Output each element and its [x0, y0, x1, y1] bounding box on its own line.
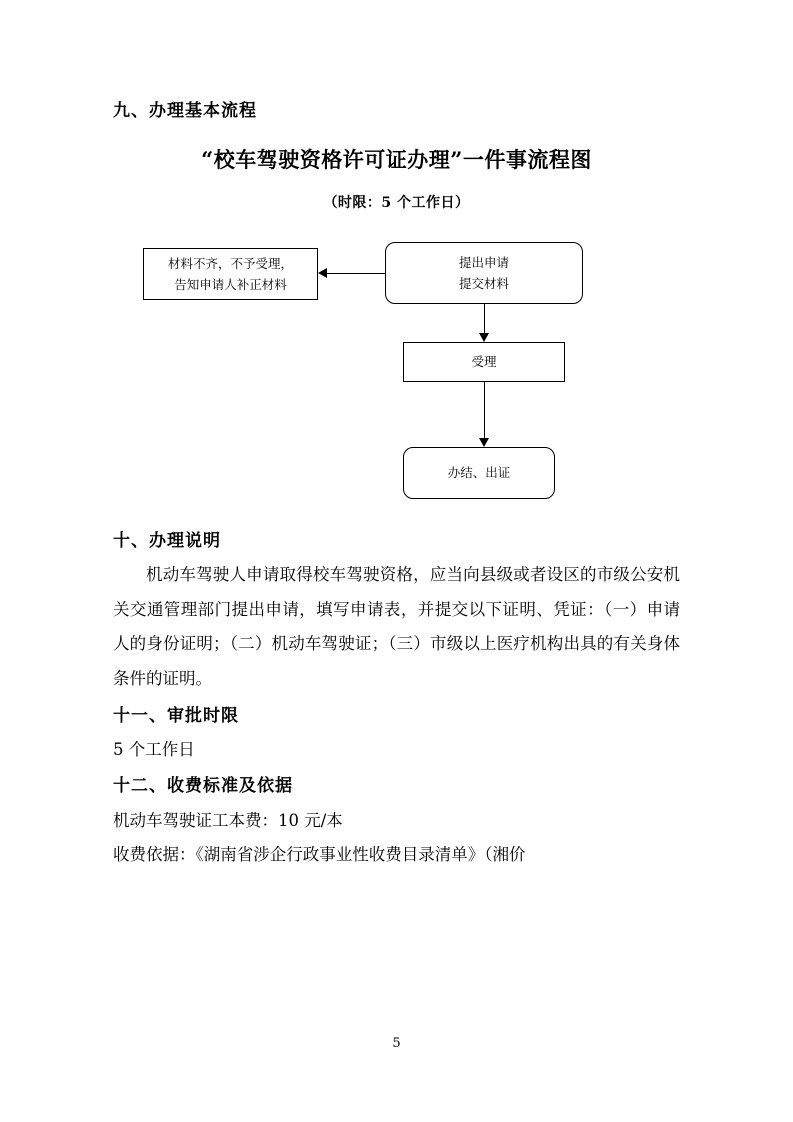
flow-connector-apply-to-accept [484, 304, 485, 333]
flow-arrow-to-reject [318, 268, 327, 278]
fee-block [113, 804, 680, 873]
flow-node-reject-line1: 材料不齐，不予受理， [167, 255, 293, 271]
section-heading-fee-standard: 十二、收费标准及依据 [113, 776, 293, 797]
approval-time-value: 5 个工作日 [113, 739, 195, 759]
flow-arrow-to-accept [479, 333, 489, 342]
fee-line-1: 机动车驾驶证工本费：10 元/本 [113, 810, 343, 830]
flow-connector-accept-to-done [484, 382, 485, 438]
page-content [113, 0, 680, 873]
flow-node-apply [385, 242, 583, 304]
section-heading-instructions: 十、办理说明 [113, 531, 221, 552]
page-number: 5 [392, 1036, 401, 1051]
section-heading-basic-process: 九、办理基本流程 [113, 101, 257, 121]
flow-node-done [403, 447, 555, 499]
approval-time-block [113, 733, 680, 768]
flow-node-apply-line2: 提交材料 [458, 276, 509, 292]
section-heading-approval-time: 十一、审批时限 [113, 705, 239, 726]
flow-node-reject-line2: 告知申请人补正材料 [174, 277, 287, 293]
flow-node-accept [403, 342, 565, 382]
flowchart-subtitle: （时限：5 个工作日） [323, 195, 470, 212]
flow-node-apply-line1: 提出申请 [458, 254, 509, 270]
flowchart [113, 232, 680, 522]
instructions-paragraph: 机动车驾驶人申请取得校车驾驶资格，应当向县级或者设区的市级公安机关交通管理部门提出申请，填写申请表，并提交以下证明、凭证：（一）申请人的身份证明；（二）机动车驾驶证；（三）市级以上医疗机构出具的有关身体条件的证明。 [113, 565, 680, 689]
flow-connector-apply-to-reject [327, 273, 385, 274]
fee-line-2: 收费依据：《湖南省涉企行政事业性收费目录清单》（湘价 [113, 845, 526, 865]
flow-node-done-label: 办结、出证 [447, 465, 511, 481]
flow-node-reject [143, 248, 318, 300]
flowchart-title: “校车驾驶资格许可证办理”一件事流程图 [201, 147, 592, 173]
instructions-block [113, 558, 680, 697]
flow-arrow-to-done [479, 438, 489, 447]
flow-node-accept-label: 受理 [471, 354, 497, 370]
